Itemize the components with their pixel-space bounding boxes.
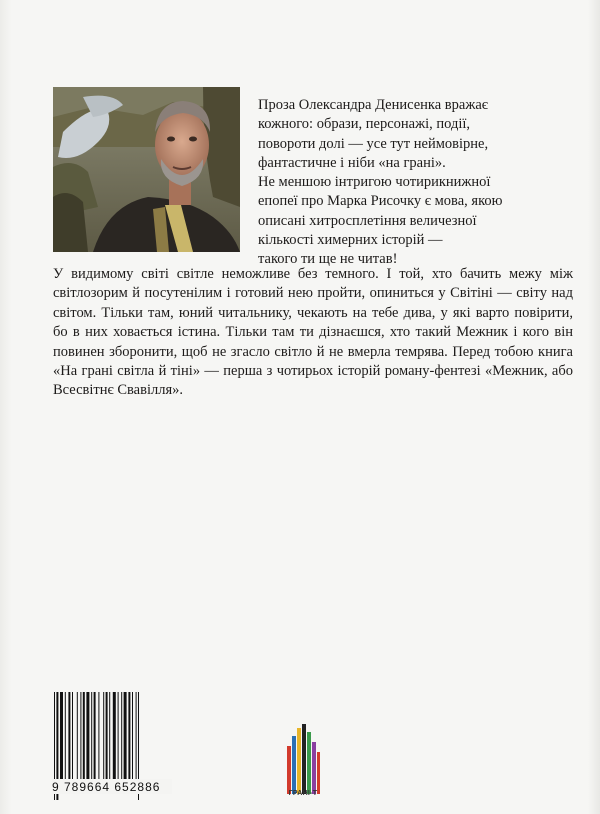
book-description <box>53 265 573 401</box>
intro-line: кожного: образи, персонажі, події, <box>258 116 471 133</box>
intro-line: фантастичне і ніби «на грані». <box>258 154 446 171</box>
intro-line: кількості химерних історій — <box>258 232 443 249</box>
publisher-name: ГРАНІ-Т <box>288 790 318 797</box>
intro-line: Не меншою інтригою чотирикнижної <box>258 174 491 191</box>
intro-line: Проза Олександра Денисенка вражає <box>258 97 489 113</box>
publisher-logo <box>285 724 321 794</box>
description-paragraph: У видимому світі світле неможливе без темного. І той, хто бачить межу між світлозорим й посутенілим і готовий нею пройти, опиниться у Світіні — світу над світом. Тільки там, юний читальнику, чекають на тебе дива, у які варто повірити, бо в них ховається істина. Тільки там ти дізнаєшся, хто такий Межник і кого він повинен зборонити, щоб не згасло світло й не вмерла темрява. Перед тобою книга «На грані світла й тіні» — перша з чотирьох історій роману-фентезі «Межник, або Всесвітнє Свавілля». <box>53 266 573 399</box>
intro-line: описані хитросплетіння величезної <box>258 212 477 229</box>
author-photo <box>53 87 240 252</box>
intro-line: повороти долі — усе тут неймовірне, <box>258 135 489 152</box>
author-intro <box>258 96 578 270</box>
isbn-number: 9 789664 652886 <box>52 779 172 794</box>
intro-line: епопеї про Марка Рисочку є мова, якою <box>258 193 503 210</box>
intro-line: такого ти ще не читав! <box>258 251 398 268</box>
